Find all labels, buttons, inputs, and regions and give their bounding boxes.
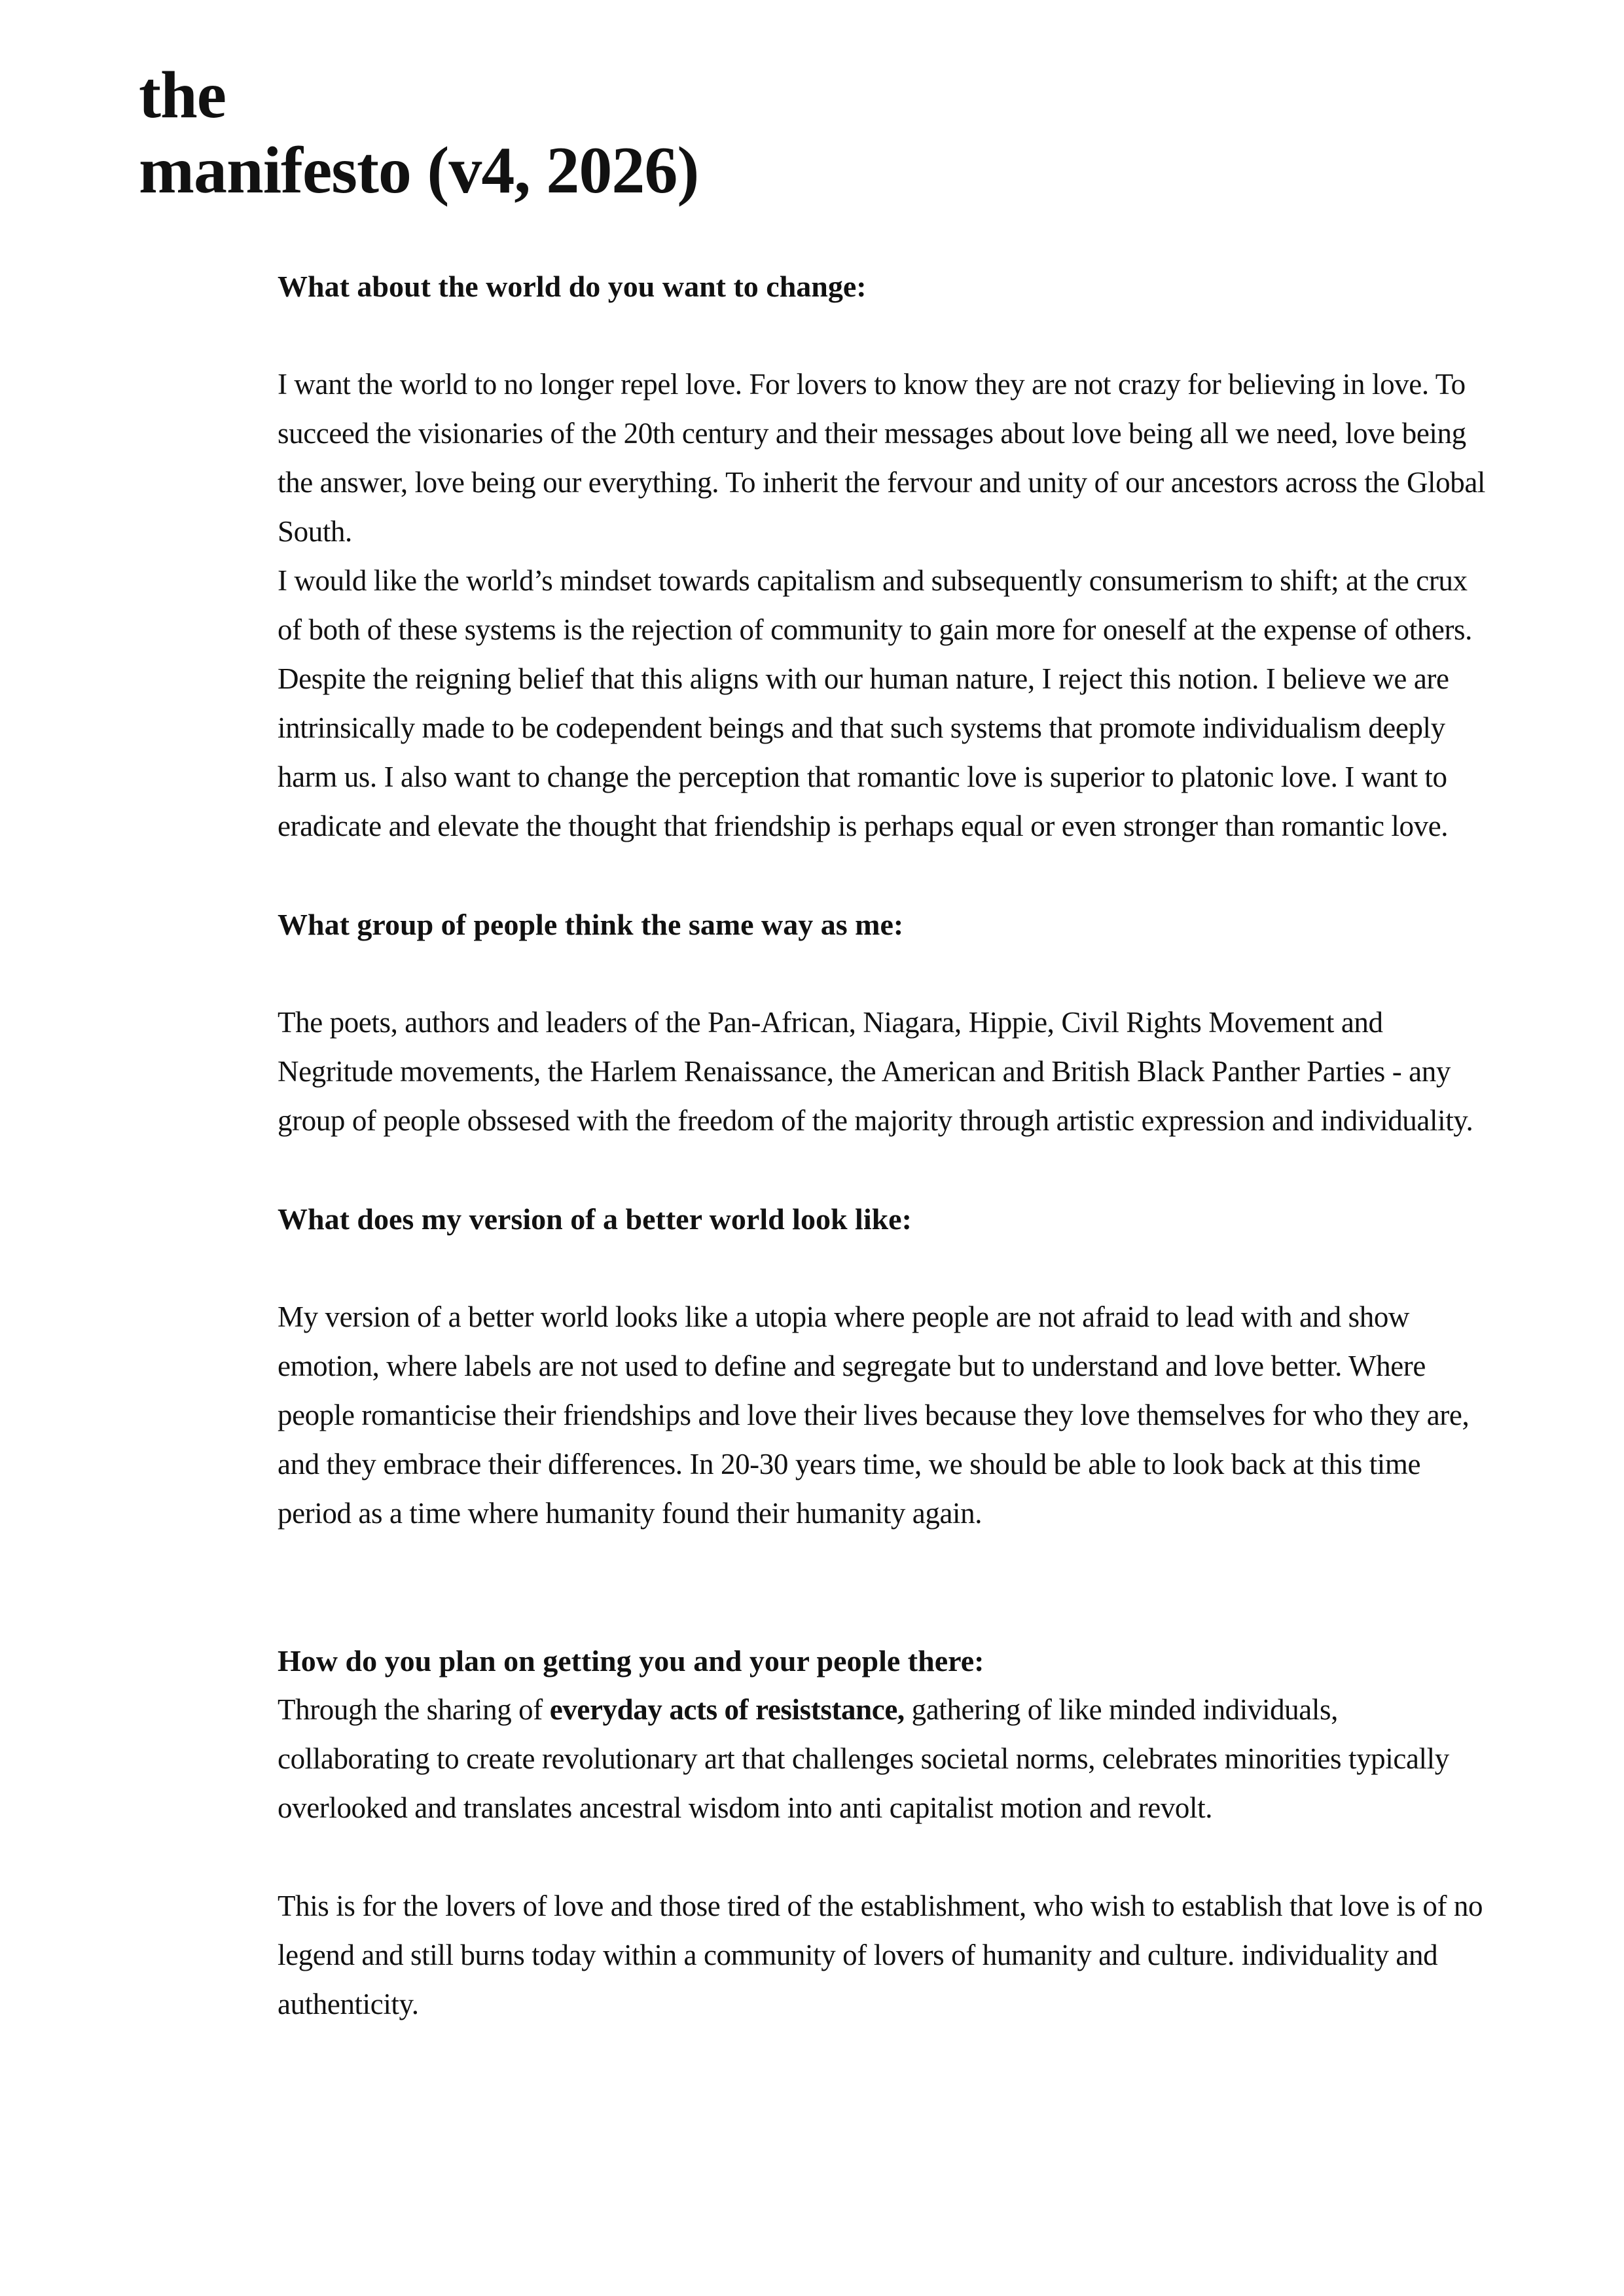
- section-better-world: [278, 1194, 1495, 1538]
- closing-paragraph: This is for the lovers of love and those tired of the establishment, who wish to establish that love is of no legend and still burns today within a community of lovers of humanity and culture. individuality and authenticity.: [278, 1890, 1483, 2020]
- paragraph-plan: [278, 1685, 1495, 1833]
- plan-text-before: Through the sharing of: [278, 1693, 550, 1726]
- section-heading-plan: How do you plan on getting you and your people there:: [278, 1644, 984, 1677]
- section-heading-group: What group of people think the same way as me:: [278, 908, 904, 941]
- section-change: [278, 262, 1495, 851]
- paragraph-group: The poets, authors and leaders of the Pan-African, Niagara, Hippie, Civil Rights Movement and Negritude movements, the Harlem Renaissance, the American and British Black Panther Parties - any group of people obssesed with the freedom of the majority through artistic expression and individuality.: [278, 1006, 1473, 1137]
- paragraph-change-2: I would like the world’s mindset towards capitalism and subsequently consumerism to shift; at the crux of both of these systems is the rejection of community to gain more for oneself at the expense of others. Despite the reigning belief that this aligns with our human nature, I reject this notion. I believe we are intrinsically made to be codependent beings and that such systems that promote individualism deeply harm us. I also want to change the perception that romantic love is superior to platonic love. I want to eradicate and elevate the thought that friendship is perhaps equal or even stronger than romantic love.: [278, 564, 1473, 842]
- title-line-2: manifesto (v4, 2026): [139, 134, 699, 207]
- section-plan: [278, 1636, 1495, 1833]
- title-line-1: the: [139, 58, 226, 132]
- section-heading-better-world: What does my version of a better world look like:: [278, 1202, 912, 1236]
- paragraph-change-1: I want the world to no longer repel love. For lovers to know they are not crazy for believing in love. To succeed the visionaries of the 20th century and their messages about love being all we need, love being the answer, love being our everything. To inherit the fervour and unity of our ancestors across the Global South.: [278, 368, 1486, 548]
- manifesto-body: [278, 262, 1495, 2029]
- document-title: [139, 58, 698, 208]
- section-group: [278, 900, 1495, 1145]
- plan-text-after: gathering of like minded individuals, collaborating to create revolutionary art that challenges societal norms, celebrates minorities typically overlooked and translates ancestral wisdom into anti capitalist motion and revolt.: [278, 1693, 1449, 1824]
- paragraph-better-world: My version of a better world looks like a utopia where people are not afraid to lead with and show emotion, where labels are not used to define and segregate but to understand and love better. Where people romanticise their friendships and love their lives because they love themselves for who they are, and they embrace their differences. In 20-30 years time, we should be able to look back at this time period as a time where humanity found their humanity again.: [278, 1300, 1470, 1530]
- plan-text-bold: everyday acts of resiststance,: [549, 1693, 905, 1726]
- section-heading-change: What about the world do you want to change:: [278, 270, 867, 303]
